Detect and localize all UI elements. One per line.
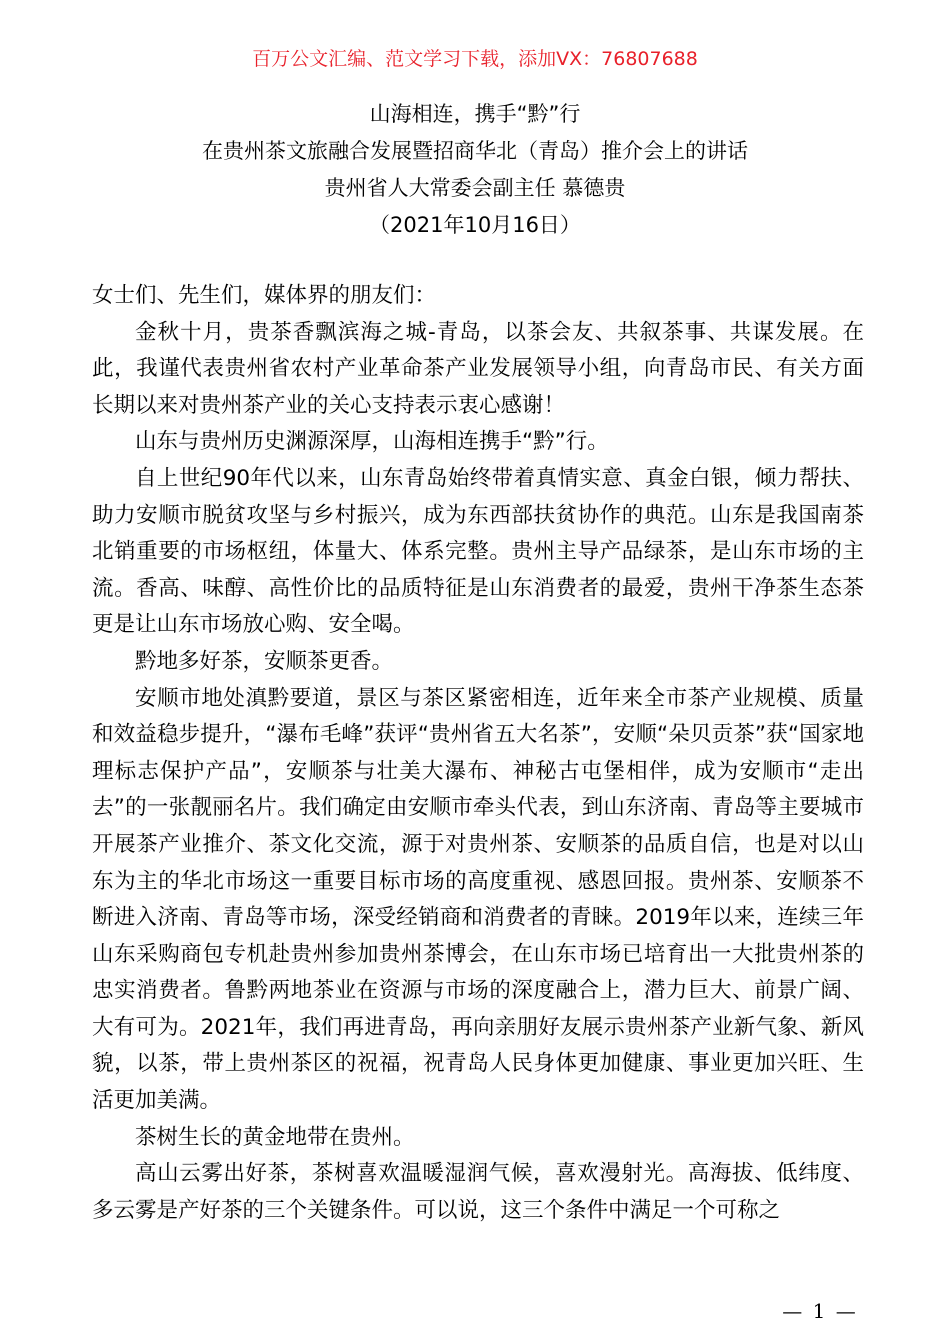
speech-date: （2021年10月16日） (369, 213, 581, 237)
paragraph: 金秋十月，贵茶香飘滨海之城-青岛，以茶会友、共叙茶事、共谋发展。在此，我谨代表贵州省农村产业革命茶产业发展领导小组，向青岛市民、有关方面长期以来对贵州茶产业的关心支持表示衷心感谢！ (92, 319, 864, 418)
paragraph: 自上世纪90年代以来，山东青岛始终带着真情实意、真金白银，倾力帮扶、助力安顺市脱贫攻坚与乡村振兴，成为东西部扶贫协作的典范。山东是我国南茶北销重要的市场枢纽，体量大、体系完整。贵州主导产品绿茶，是山东市场的主流。香高、味醇、高性价比的品质特征是山东消费者的最爱，贵州干净茶生态茶更是让山东市场放心购、安全喝。 (92, 465, 864, 638)
speech-body (92, 278, 864, 1229)
watermark-banner: 百万公文汇编、范文学习下载，添加VX：76807688 (252, 48, 698, 70)
speaker-line: 贵州省人大常委会副主任 慕德贵 (324, 176, 626, 200)
page-number: — 1 — (782, 1299, 858, 1323)
paragraph: 黔地多好茶，安顺茶更香。 (135, 648, 394, 674)
paragraph: 高山云雾出好茶，茶树喜欢温暖湿润气候，喜欢漫射光。高海拔、低纬度、多云雾是产好茶的三个关键条件。可以说，这三个条件中满足一个可称之 (92, 1161, 864, 1223)
salutation: 女士们、先生们，媒体界的朋友们： (92, 283, 437, 308)
paragraph: 山东与贵州历史渊源深厚，山海相连携手“黔”行。 (135, 429, 609, 455)
title-block (0, 96, 950, 244)
speech-title: 山海相连，携手“黔”行 (369, 102, 581, 126)
paragraph: 茶树生长的黄金地带在贵州。 (135, 1124, 415, 1150)
speech-subtitle: 在贵州茶文旅融合发展暨招商华北（青岛）推介会上的讲话 (202, 139, 748, 163)
paragraph: 安顺市地处滇黔要道，景区与茶区紧密相连，近年来全市茶产业规模、质量和效益稳步提升，“瀑布毛峰”获评“贵州省五大名茶”，安顺“朵贝贡茶”获“国家地理标志保护产品”，安顺茶与壮美大瀑布、神秘古屯堡相伴，成为安顺市“走出去”的一张靓丽名片。我们确定由安顺市牵头代表，到山东济南、青岛等主要城市开展茶产业推介、茶文化交流，源于对贵州茶、安顺茶的品质自信，也是对以山东为主的华北市场这一重要目标市场的高度重视、感恩回报。贵州茶、安顺茶不断进入济南、青岛等市场，深受经销商和消费者的青睐。2019年以来，连续三年山东采购商包专机赴贵州参加贵州茶博会，在山东市场已培育出一大批贵州茶的忠实消费者。鲁黔两地茶业在资源与市场的深度融合上，潜力巨大、前景广阔、大有可为。2021年，我们再进青岛，再向亲朋好友展示贵州茶产业新气象、新风貌，以茶，带上贵州茶区的祝福，祝青岛人民身体更加健康、事业更加兴旺、生活更加美满。 (92, 685, 864, 1114)
